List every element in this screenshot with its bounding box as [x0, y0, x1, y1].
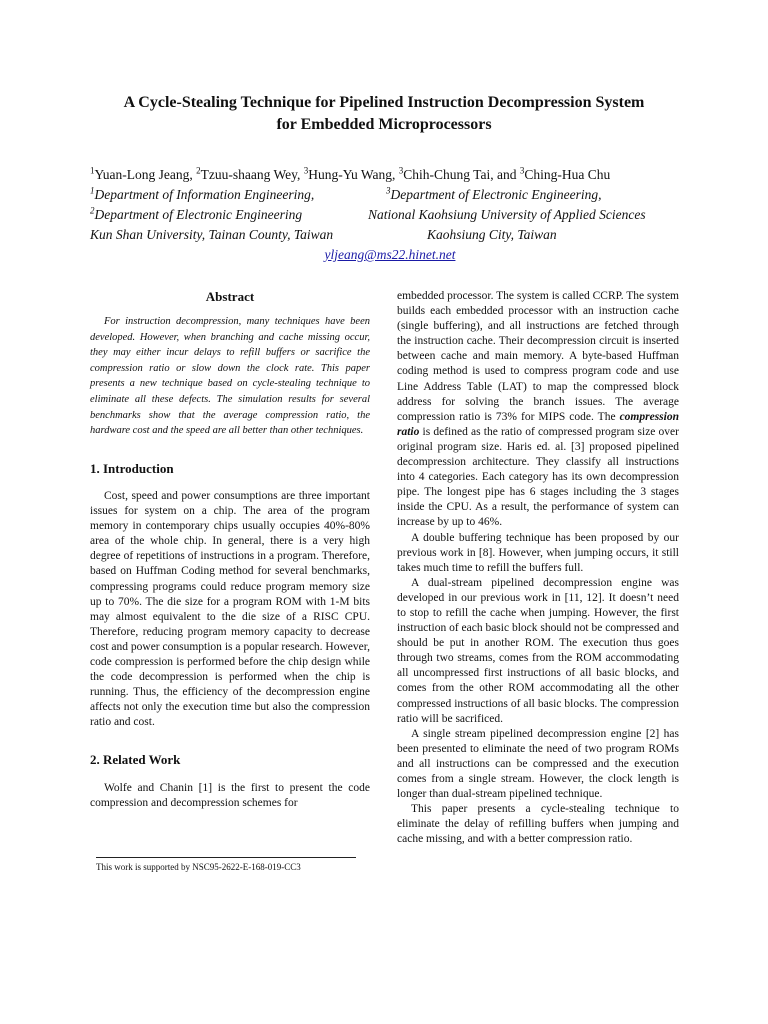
abstract-heading: Abstract	[205, 289, 255, 304]
author-4-affil: 3	[398, 165, 404, 176]
abstract-text: For instruction decompression, many techniques have been developed. However, when branching and cache missing occur, they may either incur delays to refill buffers or sacrifice the compression ratio or slow down the clock rate. This paper presents a new technique based on cycle-stealing technique to eliminate all these defects. The simulation results for several benchmarks show that the average compression ratio, the hardware cost and the speed are all better than other techniques.	[90, 316, 370, 437]
related-work-text: Wolfe and Chanin [1] is the first to present the code compression and decompression schemes for	[90, 781, 370, 809]
affiliation-line-3	[90, 225, 690, 245]
city-right: Kaohsiung City, Taiwan	[427, 227, 557, 242]
dept-3-marker: 3	[386, 185, 391, 196]
right-paragraph-3: A dual-stream pipelined decompression engine was developed in our previous work in [11, 12]. It doesn’t need to stop to refill the cache when jumping. However, the first instruction of each basic block should not be compressed and should be put in another ROM. The execution thus goes through two streams, comes from the ROM accommodating all uncompressed first instructions of all basic blocks, and comes from the other ROM accommodating all the other compressed instructions of all basic blocks. The compression ratio will be sacrificed.	[397, 576, 679, 725]
univ-left: Kun Shan University, Tainan County, Taiwan	[90, 227, 334, 242]
author-5-affil: 3	[519, 165, 525, 176]
right-column	[397, 289, 679, 847]
right-paragraph-5: This paper presents a cycle-stealing technique to eliminate the delay of refilling buffers when jumping and cache missing, and with a better compression ratio.	[397, 803, 679, 846]
related-work-heading: 2. Related Work	[90, 752, 181, 768]
affiliation-line-1	[90, 185, 690, 205]
right-paragraph-2: A double buffering technique has been proposed by our previous work in [8]. However, when jumping occurs, it still takes much time to refill the buffers full.	[397, 531, 679, 574]
left-column	[90, 289, 370, 811]
dept-2-marker: 2	[90, 205, 95, 216]
footnote-rule	[96, 857, 356, 858]
introduction-heading: 1. Introduction	[90, 460, 174, 476]
title-line-2: for Embedded Microprocessors	[276, 116, 492, 133]
author-3: Hung-Yu Wang,	[308, 167, 399, 182]
author-names	[90, 165, 690, 185]
dept-2: Department of Electronic Engineering	[94, 207, 303, 222]
footnote: This work is supported by NSC95-2622-E-168-019-CC3	[96, 862, 301, 872]
author-2-affil: 2	[196, 165, 201, 176]
univ-right: National Kaohsiung University of Applied Sciences	[368, 207, 646, 222]
right-paragraph-4: A single stream pipelined decompression engine [2] has been presented to eliminate the need of two program ROMs and all instructions can be compressed and the execution comes from a single stream. However, the clock length is longer than dual-stream pipelined technique.	[397, 727, 679, 801]
dept-3: Department of Electronic Engineering,	[390, 187, 602, 202]
dept-1: Department of Information Engineering,	[94, 187, 315, 202]
title-line-1: A Cycle-Stealing Technique for Pipelined Instruction Decompression System	[123, 94, 645, 111]
right-p1-part-b: is defined as the ratio of compressed program size over original program size. Haris ed. al. [3] proposed pipelined decompression architecture. They classify all instructions into 4 categories. Each category has its own decompression pipe. The longest pipe has 6 stages including the 3 stages inside the CPU. As a result, the performance of system can increase by up to 46%.	[397, 425, 679, 529]
introduction-text: Cost, speed and power consumptions are three important issues for system on a chip. The area of the program memory in contemporary chips usually occupies 40%-80% area of the whole chip. In general, there is a very high degree of repetitions of instructions in a program. Therefore, based on Huffman Coding method for several benchmarks, compressing programs could reduce program memory size up to 70%. The die size for a program ROM with 1-M bits may almost equivalent to the die size of a RISC CPU. Therefore, reducing program memory capacity to decrease cost and power consumption is a popular research. However, code compression is performed before the chip design while the code decompression is performed when the chip is running. Thus, the efficiency of the decompression engine affects not only the execution time but also the compression ratio and cost.	[90, 489, 370, 729]
dept-1-marker: 1	[90, 185, 95, 196]
author-3-affil: 3	[303, 165, 309, 176]
right-paragraph-1	[397, 289, 679, 531]
compression-ratio-term: compression ratio	[397, 410, 679, 438]
author-1: Yuan-Long Jeang,	[94, 167, 197, 182]
author-5: Ching-Hua Chu	[524, 167, 611, 182]
author-block	[90, 165, 690, 265]
author-4: Chih-Chung Tai, and	[403, 167, 520, 182]
paper-title	[70, 92, 698, 136]
author-1-affil: 1	[90, 165, 95, 176]
affiliation-line-2	[90, 205, 690, 225]
email-link[interactable]: yljeang@ms22.hinet.net	[324, 247, 456, 262]
right-p1-part-a: embedded processor. The system is called CCRP. The system builds each embedded processor with an instruction cache (single buffering), and all instructions are fetched through the instruction cache. Their decompression circuit is inserted between cache and main memory. A byte-based Huffman coding method is used to compress program code and use Line Address Table (LAT) to map the compressed block address for solving the branch issues. The average compression ratio is 73% for MIPS code. The	[397, 290, 679, 423]
author-2: Tzuu-shaang Wey,	[200, 167, 304, 182]
